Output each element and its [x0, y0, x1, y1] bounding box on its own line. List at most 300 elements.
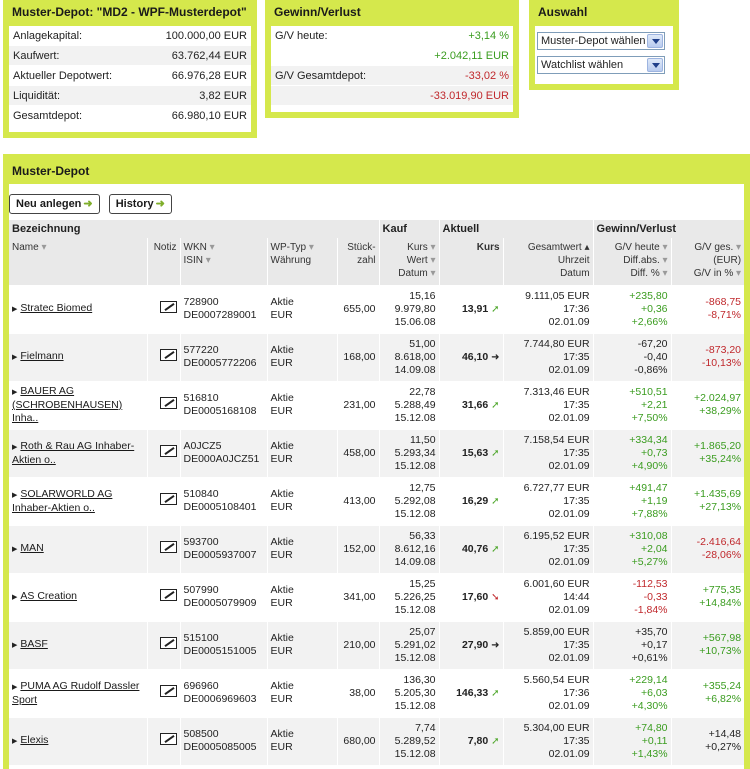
security-link[interactable]: MAN — [20, 542, 44, 554]
gv-heute: +334,34 — [629, 433, 668, 446]
cell-gv-heute — [593, 669, 671, 717]
trend-down-icon: ➘ — [491, 591, 500, 603]
security-link[interactable]: SOLARWORLD AG Inhaber-Aktien o.. — [12, 487, 113, 514]
gv-gesamt-pct: -8,71% — [707, 309, 742, 321]
kauf-kurs: 7,74 — [415, 721, 436, 734]
akt-kurs: 17,60 — [461, 590, 489, 603]
gv-heute-abs-row — [271, 46, 513, 66]
akt-kurs: 146,33 — [456, 686, 489, 699]
waehrung: EUR — [270, 453, 293, 465]
summary-value: 66.976,28 EUR — [171, 70, 247, 82]
cell-gv-heute — [593, 381, 671, 429]
watchlist-select[interactable] — [537, 56, 665, 74]
akt-kurs: 15,63 — [461, 446, 489, 459]
toolbar — [9, 184, 744, 220]
depot-summary-title: Muster-Depot: "MD2 - WPF-Musterdepot" — [3, 0, 257, 26]
cell-stueckzahl: 168,00 — [337, 333, 379, 381]
gv-heute-label: G/V heute: — [275, 30, 328, 42]
diff-abs: +2,21 — [640, 398, 668, 411]
cell-gv-heute — [593, 429, 671, 477]
cell-gesamtwert — [503, 669, 593, 717]
edit-note-icon[interactable] — [160, 685, 177, 697]
uhrzeit: 17:36 — [563, 686, 590, 699]
cell-name — [9, 429, 147, 477]
table-row — [9, 285, 744, 333]
auswahl-title: Auswahl — [529, 0, 679, 26]
muster-depot-title: Muster-Depot — [3, 154, 750, 184]
edit-note-icon[interactable] — [160, 541, 177, 553]
col-wp-typ[interactable]: WP-Typ ▾ Währung — [267, 238, 337, 285]
kauf-kurs: 56,33 — [409, 529, 436, 542]
cell-stueckzahl: 680,00 — [337, 717, 379, 765]
cell-stueckzahl: 458,00 — [337, 429, 379, 477]
gv-gesamt-label: G/V Gesamtdepot: — [275, 70, 367, 82]
col-gv-gesamt[interactable]: G/V ges. ▾ (EUR) G/V in % ▾ — [671, 238, 744, 285]
cell-wkn-isin — [180, 717, 267, 765]
cell-kauf — [379, 717, 439, 765]
cell-name — [9, 333, 147, 381]
cell-name — [9, 573, 147, 621]
gv-gesamt-abs: -33.019,90 EUR — [430, 90, 509, 102]
summary-value: 3,82 EUR — [199, 90, 247, 102]
col-wkn-isin[interactable]: WKN ▾ ISIN ▾ — [180, 238, 267, 285]
wkn: 508500 — [183, 728, 219, 740]
isin: DE0007289001 — [183, 309, 257, 321]
isin: DE000A0JCZ51 — [183, 453, 260, 465]
depot-select[interactable] — [537, 32, 665, 50]
akt-datum: 02.01.09 — [548, 651, 590, 664]
summary-row — [9, 86, 251, 106]
edit-note-icon[interactable] — [160, 301, 177, 313]
cell-wkn-isin — [180, 525, 267, 573]
col-notiz: Notiz — [147, 238, 180, 285]
uhrzeit: 17:36 — [563, 302, 590, 315]
positions-table — [9, 220, 744, 766]
diff-pct: +0,61% — [631, 651, 668, 664]
gesamtwert: 9.111,05 EUR — [525, 289, 590, 302]
cell-gesamtwert — [503, 333, 593, 381]
diff-pct: -0,86% — [634, 363, 668, 376]
isin: DE0005772206 — [183, 357, 257, 369]
gv-heute: -67,20 — [637, 337, 668, 350]
akt-kurs: 31,66 — [461, 398, 489, 411]
edit-note-icon[interactable] — [160, 349, 177, 361]
gv-heute: +310,08 — [629, 529, 668, 542]
cell-gv-gesamt — [671, 333, 744, 381]
cell-typ — [267, 717, 337, 765]
table-row — [9, 429, 744, 477]
summary-value: 66.980,10 EUR — [171, 110, 247, 122]
security-link[interactable]: Elexis — [20, 734, 49, 746]
trend-up-icon: ➚ — [491, 447, 500, 459]
cell-notiz — [147, 381, 180, 429]
expand-triangle-icon[interactable]: ▶ — [12, 443, 18, 451]
kauf-kurs: 136,30 — [403, 673, 436, 686]
cell-akt-kurs — [439, 525, 503, 573]
kauf-datum: 15.12.08 — [394, 411, 436, 424]
gv-heute: +35,70 — [635, 625, 668, 638]
gesamtwert: 6.001,60 EUR — [523, 577, 590, 590]
cell-notiz — [147, 717, 180, 765]
cell-stueckzahl: 655,00 — [337, 285, 379, 333]
kauf-datum: 15.12.08 — [394, 699, 436, 712]
summary-label: Aktueller Depotwert: — [13, 70, 113, 82]
cell-notiz — [147, 669, 180, 717]
cell-akt-kurs — [439, 573, 503, 621]
kauf-datum: 15.06.08 — [394, 315, 436, 328]
table-row — [9, 573, 744, 621]
gv-gesamt-pct: +35,24% — [699, 453, 742, 465]
cell-gv-gesamt — [671, 621, 744, 669]
akt-datum: 02.01.09 — [548, 747, 590, 760]
expand-triangle-icon[interactable]: ▶ — [12, 683, 18, 691]
auswahl-panel — [529, 0, 679, 90]
uhrzeit: 17:35 — [563, 638, 590, 651]
table-row — [9, 717, 744, 765]
kauf-wert: 5.293,34 — [394, 446, 436, 459]
gv-heute: -112,53 — [632, 577, 668, 590]
column-header-row — [9, 238, 744, 285]
cell-gv-gesamt — [671, 429, 744, 477]
uhrzeit: 17:35 — [563, 398, 590, 411]
gv-gesamt: -868,75 — [705, 296, 742, 308]
cell-gv-heute — [593, 285, 671, 333]
watchlist-select-value: Watchlist wählen — [541, 59, 624, 71]
cell-name — [9, 525, 147, 573]
wp-typ: Aktie — [270, 728, 294, 740]
kauf-wert: 5.291,02 — [394, 638, 436, 651]
cell-kauf — [379, 333, 439, 381]
akt-kurs: 40,76 — [461, 542, 489, 555]
waehrung: EUR — [270, 549, 293, 561]
cell-kauf — [379, 429, 439, 477]
security-link[interactable]: PUMA AG Rudolf Dassler Sport — [12, 679, 140, 706]
diff-abs: +1,19 — [640, 494, 668, 507]
kauf-kurs: 12,75 — [409, 481, 436, 494]
cell-gv-gesamt — [671, 669, 744, 717]
history-label: History — [115, 198, 154, 210]
gesamtwert: 7.313,46 EUR — [523, 385, 590, 398]
expand-triangle-icon[interactable]: ▶ — [12, 546, 18, 553]
cell-akt-kurs — [439, 621, 503, 669]
cell-wkn-isin — [180, 669, 267, 717]
gv-gesamt-pct: +0,27% — [705, 741, 742, 753]
gv-gesamt-row — [271, 66, 513, 86]
group-bezeichnung: Bezeichnung — [9, 220, 379, 238]
cell-name — [9, 717, 147, 765]
akt-datum: 02.01.09 — [548, 315, 590, 328]
trend-up-icon: ➚ — [491, 399, 500, 411]
kauf-wert: 9.979,80 — [394, 302, 436, 315]
akt-datum: 02.01.09 — [548, 507, 590, 520]
gesamtwert: 5.304,00 EUR — [523, 721, 590, 734]
kauf-kurs: 15,25 — [409, 577, 436, 590]
wkn: 510840 — [183, 488, 219, 500]
akt-datum: 02.01.09 — [548, 411, 590, 424]
security-link[interactable]: Stratec Biomed — [20, 302, 93, 314]
group-aktuell: Aktuell — [439, 220, 593, 238]
wp-typ: Aktie — [270, 392, 294, 404]
cell-name — [9, 285, 147, 333]
diff-abs: -0,33 — [643, 590, 668, 603]
muster-depot-panel — [3, 154, 750, 769]
akt-datum: 02.01.09 — [548, 603, 590, 616]
trend-up-icon: ➚ — [491, 495, 500, 507]
waehrung: EUR — [270, 597, 293, 609]
cell-akt-kurs — [439, 477, 503, 525]
security-link[interactable]: BASF — [20, 638, 48, 650]
trend-flat-icon: ➜ — [491, 351, 500, 363]
cell-name — [9, 621, 147, 669]
security-link[interactable]: BAUER AG (SCHROBENHAUSEN) Inha.. — [12, 385, 123, 424]
uhrzeit: 17:35 — [563, 542, 590, 555]
wkn: 516810 — [183, 392, 219, 404]
trend-up-icon: ➚ — [491, 735, 500, 747]
cell-stueckzahl: 210,00 — [337, 621, 379, 669]
expand-triangle-icon[interactable]: ▶ — [12, 491, 18, 499]
gesamtwert: 5.859,00 EUR — [523, 625, 590, 638]
gv-heute-abs: +2.042,11 EUR — [434, 50, 509, 62]
diff-pct: +1,43% — [631, 747, 668, 760]
isin: DE0005085005 — [183, 741, 257, 753]
gv-gesamt-pct: -10,13% — [701, 357, 742, 369]
security-link[interactable]: AS Creation — [20, 590, 78, 602]
isin: DE0005108401 — [183, 501, 257, 513]
cell-gesamtwert — [503, 381, 593, 429]
arrow-right-icon: ➜ — [83, 198, 93, 210]
gesamtwert: 5.560,54 EUR — [523, 673, 590, 686]
summary-row — [9, 66, 251, 86]
table-row — [9, 477, 744, 525]
diff-abs: -0,40 — [643, 350, 668, 363]
cell-gv-gesamt — [671, 717, 744, 765]
kauf-datum: 15.12.08 — [394, 459, 436, 472]
wkn: 696960 — [183, 680, 219, 692]
diff-pct: +7,50% — [631, 411, 668, 424]
kauf-wert: 8.618,00 — [394, 350, 436, 363]
akt-kurs: 16,29 — [461, 494, 489, 507]
cell-typ — [267, 573, 337, 621]
chevron-down-icon[interactable] — [647, 58, 663, 72]
akt-datum: 02.01.09 — [548, 459, 590, 472]
cell-typ — [267, 381, 337, 429]
cell-gv-heute — [593, 573, 671, 621]
kauf-wert: 5.226,25 — [394, 590, 436, 603]
cell-kauf — [379, 669, 439, 717]
diff-pct: +4,30% — [631, 699, 668, 712]
gv-heute: +229,14 — [629, 673, 668, 686]
cell-wkn-isin — [180, 573, 267, 621]
col-kauf-kurs[interactable]: Kurs ▾ Wert ▾ Datum ▾ — [379, 238, 439, 285]
trend-up-icon: ➚ — [491, 687, 500, 699]
akt-kurs: 7,80 — [467, 734, 489, 747]
uhrzeit: 17:35 — [563, 350, 590, 363]
security-link[interactable]: Fielmann — [20, 350, 64, 362]
cell-gv-gesamt — [671, 477, 744, 525]
cell-notiz — [147, 525, 180, 573]
expand-triangle-icon[interactable]: ▶ — [12, 642, 18, 649]
cell-akt-kurs — [439, 669, 503, 717]
edit-note-icon[interactable] — [160, 733, 177, 745]
cell-name — [9, 669, 147, 717]
cell-akt-kurs — [439, 429, 503, 477]
cell-typ — [267, 429, 337, 477]
gv-gesamt: +2.024,97 — [694, 392, 742, 404]
cell-stueckzahl: 341,00 — [337, 573, 379, 621]
cell-gv-heute — [593, 621, 671, 669]
cell-typ — [267, 477, 337, 525]
col-gesamtwert[interactable]: Gesamtwert ▴ Uhrzeit Datum — [503, 238, 593, 285]
summary-label: Gesamtdepot: — [13, 110, 83, 122]
isin: DE0005079909 — [183, 597, 257, 609]
cell-wkn-isin — [180, 333, 267, 381]
cell-name — [9, 381, 147, 429]
gv-gesamt-abs-row — [271, 86, 513, 106]
diff-abs: +0,73 — [640, 446, 668, 459]
cell-gesamtwert — [503, 621, 593, 669]
akt-datum: 02.01.09 — [548, 555, 590, 568]
cell-notiz — [147, 285, 180, 333]
akt-kurs: 13,91 — [461, 302, 489, 315]
cell-notiz — [147, 621, 180, 669]
uhrzeit: 14:44 — [563, 590, 590, 603]
cell-wkn-isin — [180, 285, 267, 333]
cell-gesamtwert — [503, 525, 593, 573]
gv-gesamt: +14,48 — [708, 728, 742, 740]
diff-pct: +4,90% — [631, 459, 668, 472]
gv-heute: +491,47 — [629, 481, 668, 494]
gv-gesamt-pct: +38,29% — [699, 405, 742, 417]
col-stueckzahl: Stück- zahl — [337, 238, 379, 285]
cell-wkn-isin — [180, 381, 267, 429]
gv-gesamt: +775,35 — [702, 584, 742, 596]
kauf-datum: 15.12.08 — [394, 747, 436, 760]
edit-note-icon[interactable] — [160, 397, 177, 409]
table-row — [9, 333, 744, 381]
kauf-wert: 5.292,08 — [394, 494, 436, 507]
cell-typ — [267, 285, 337, 333]
edit-note-icon[interactable] — [160, 445, 177, 457]
cell-typ — [267, 525, 337, 573]
chevron-down-icon[interactable] — [647, 34, 663, 48]
uhrzeit: 17:35 — [563, 734, 590, 747]
cell-akt-kurs — [439, 381, 503, 429]
gv-heute-pct: +3,14 % — [468, 30, 509, 42]
col-name[interactable]: Name ▾ — [9, 238, 147, 285]
expand-triangle-icon[interactable]: ▶ — [12, 738, 18, 745]
cell-notiz — [147, 573, 180, 621]
kauf-datum: 14.09.08 — [394, 363, 436, 376]
diff-pct: +7,88% — [631, 507, 668, 520]
expand-triangle-icon[interactable]: ▶ — [12, 389, 18, 396]
diff-abs: +6,03 — [640, 686, 668, 699]
kauf-kurs: 15,16 — [409, 289, 436, 302]
wp-typ: Aktie — [270, 296, 294, 308]
akt-kurs: 46,10 — [461, 350, 489, 363]
diff-abs: +0,17 — [640, 638, 668, 651]
gv-gesamt-pct: -33,02 % — [464, 70, 509, 82]
kauf-wert: 5.289,52 — [394, 734, 436, 747]
cell-gesamtwert — [503, 477, 593, 525]
waehrung: EUR — [270, 357, 293, 369]
history-button[interactable] — [109, 194, 172, 214]
kauf-datum: 14.09.08 — [394, 555, 436, 568]
edit-note-icon[interactable] — [160, 589, 177, 601]
edit-note-icon[interactable] — [160, 637, 177, 649]
cell-gv-heute — [593, 477, 671, 525]
isin: DE0005168108 — [183, 405, 257, 417]
cell-kauf — [379, 525, 439, 573]
wkn: 577220 — [183, 344, 219, 356]
gv-heute: +510,51 — [629, 385, 668, 398]
akt-kurs: 27,90 — [461, 638, 489, 651]
cell-gesamtwert — [503, 717, 593, 765]
expand-triangle-icon[interactable]: ▶ — [12, 306, 18, 313]
wp-typ: Aktie — [270, 536, 294, 548]
wp-typ: Aktie — [270, 488, 294, 500]
summary-value: 100.000,00 EUR — [165, 30, 247, 42]
cell-akt-kurs — [439, 333, 503, 381]
table-row — [9, 621, 744, 669]
expand-triangle-icon[interactable]: ▶ — [12, 594, 18, 601]
cell-notiz — [147, 429, 180, 477]
diff-abs: +0,11 — [641, 734, 668, 747]
new-depot-button[interactable] — [9, 194, 100, 214]
depot-select-value: Muster-Depot wählen — [541, 35, 646, 47]
gv-title: Gewinn/Verlust — [265, 0, 519, 26]
gv-heute: +74,80 — [635, 721, 668, 734]
isin: DE0006969603 — [183, 693, 257, 705]
table-row — [9, 669, 744, 717]
akt-datum: 02.01.09 — [548, 699, 590, 712]
cell-gv-gesamt — [671, 573, 744, 621]
expand-triangle-icon[interactable]: ▶ — [12, 354, 18, 361]
edit-note-icon[interactable] — [160, 493, 177, 505]
security-link[interactable]: Roth & Rau AG Inhaber-Aktien o.. — [12, 439, 135, 466]
cell-notiz — [147, 333, 180, 381]
wp-typ: Aktie — [270, 440, 294, 452]
gv-heute-row — [271, 26, 513, 46]
cell-kauf — [379, 573, 439, 621]
cell-kauf — [379, 285, 439, 333]
cell-kauf — [379, 621, 439, 669]
cell-akt-kurs — [439, 717, 503, 765]
kauf-kurs: 11,50 — [410, 433, 436, 446]
gesamtwert: 7.158,54 EUR — [523, 433, 590, 446]
gv-gesamt: +567,98 — [702, 632, 742, 644]
table-row — [9, 381, 744, 429]
col-akt-kurs: Kurs — [439, 238, 503, 285]
cell-gv-heute — [593, 717, 671, 765]
cell-wkn-isin — [180, 621, 267, 669]
gesamtwert: 6.195,52 EUR — [523, 529, 590, 542]
uhrzeit: 17:35 — [563, 446, 590, 459]
kauf-wert: 5.288,49 — [394, 398, 436, 411]
summary-label: Kaufwert: — [13, 50, 60, 62]
wp-typ: Aktie — [270, 584, 294, 596]
wkn: 593700 — [183, 536, 219, 548]
diff-abs: +0,36 — [640, 302, 668, 315]
depot-summary-panel — [3, 0, 257, 138]
gesamtwert: 6.727,77 EUR — [523, 481, 590, 494]
cell-stueckzahl: 152,00 — [337, 525, 379, 573]
gv-gesamt-pct: +14,84% — [699, 597, 742, 609]
col-gv-heute[interactable]: G/V heute ▾ Diff.abs. ▾ Diff. % ▾ — [593, 238, 671, 285]
akt-datum: 02.01.09 — [548, 363, 590, 376]
cell-akt-kurs — [439, 285, 503, 333]
wkn: 515100 — [183, 632, 219, 644]
gv-gesamt-pct: +27,13% — [699, 501, 742, 513]
